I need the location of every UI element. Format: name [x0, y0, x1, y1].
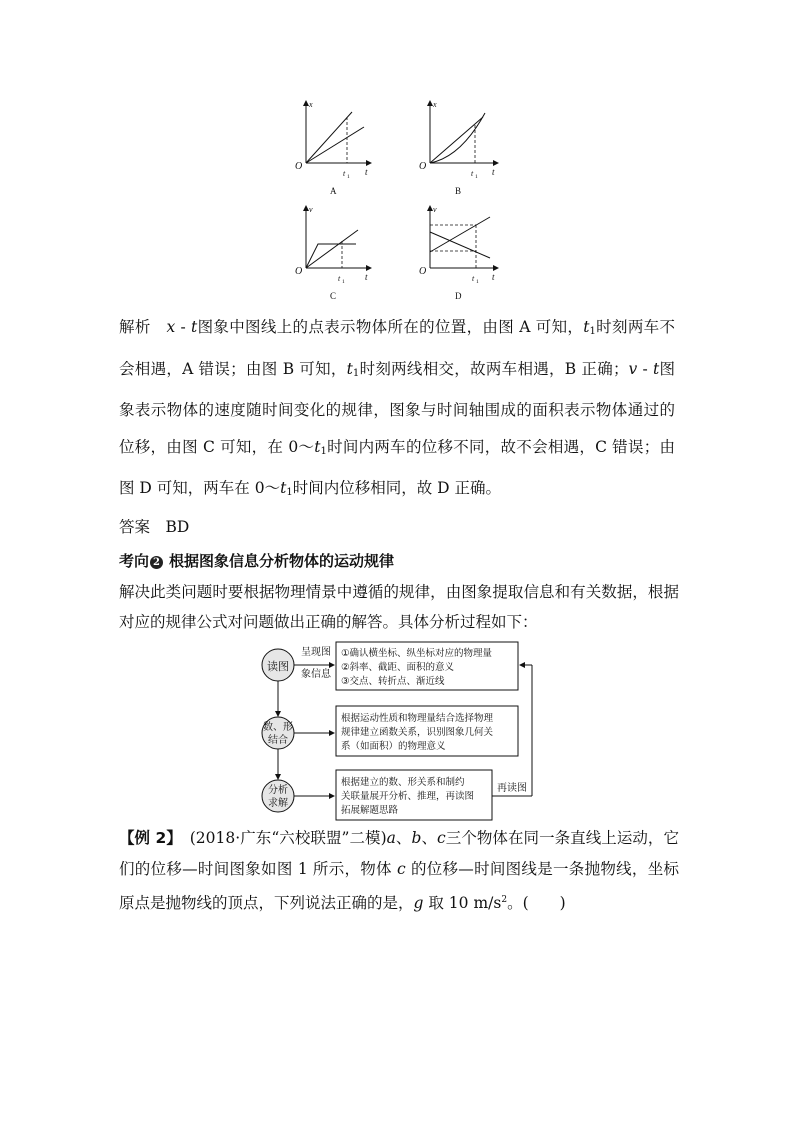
flow-side-label-2: 象信息 [301, 669, 331, 680]
graph-c-x-label: t [365, 272, 368, 282]
flowchart-svg [256, 636, 556, 822]
example-sep-1: 、 [395, 829, 412, 847]
graph-a-label: A [330, 186, 337, 196]
example-paragraph [119, 823, 679, 919]
graph-a [295, 100, 371, 196]
flow-node-combine-l2: 结合 [268, 735, 288, 746]
kaoxiang-title: 根据图象信息分析物体的运动规律 [169, 552, 395, 570]
graph-b-origin: O [419, 161, 427, 172]
graphs-svg [286, 95, 508, 307]
flow-box-1-line-3: ③交点、转折点、渐近线 [341, 676, 445, 687]
example-var-b: b [411, 829, 422, 847]
analysis-paragraph [119, 309, 675, 512]
flow-box-2-line-3: 系（如面积）的物理意义 [341, 741, 446, 752]
graph-b-tick-sub: 1 [475, 174, 478, 180]
flow-node-read-label: 读图 [267, 660, 289, 673]
flow-node-solve-l1: 分析 [268, 785, 288, 796]
graph-b-tick: t [471, 169, 474, 178]
analysis-text-6: 时间内位移相同，故 D 正确。 [292, 479, 501, 497]
graph-d-tick: t [472, 274, 475, 283]
flowchart [256, 636, 556, 822]
flow-node-solve-l2: 求解 [268, 798, 288, 809]
flow-box-1-line-1: ①确认横坐标、纵坐标对应的物理量 [341, 648, 493, 659]
analysis-text-1: 图象中图线上的点表示物体所在的位置，由图 A 可知， [197, 318, 584, 336]
kaoxiang-prefix: 考向 [119, 552, 150, 570]
flow-box-2-line-1: 根据运动性质和物理量结合选择物理 [341, 713, 494, 724]
graph-a-x-label: t [365, 167, 368, 177]
example-var-c2: c [397, 860, 406, 878]
graph-c-tick-sub: 1 [342, 279, 345, 285]
graph-d-label: D [455, 291, 462, 301]
flow-box-1-line-2: ②斜率、截距、面积的意义 [341, 662, 455, 673]
analysis-sub-1d: 1 [286, 487, 293, 498]
graph-a-y-label: x [309, 100, 313, 109]
kaoxiang-heading [119, 548, 394, 574]
graph-c-origin: O [295, 266, 303, 277]
analysis-text-4: 图象表示物体的速度随时间变化的规律，图象与时间轴围成的面积表示物体通过的位移，由图 C 可知，在 0～ [119, 359, 675, 456]
flow-box-3-line-1: 根据建立的数、形关系和制约 [341, 777, 465, 788]
example-text-4: 。( ) [507, 894, 566, 913]
analysis-sub-1c: 1 [320, 445, 327, 457]
graph-c [295, 205, 371, 301]
example-var-g: g [413, 894, 424, 913]
answer-value: BD [165, 518, 190, 536]
analysis-text-2: 时刻两车不会相遇，A 错误；由图 B 可知， [119, 318, 675, 378]
flow-reread-label: 再读图 [497, 783, 527, 794]
graph-a-origin: O [295, 161, 303, 172]
graph-b-y-label: x [433, 100, 437, 109]
flow-box-3-line-2: 关联量展开分析、推理，再读图 [341, 791, 475, 802]
intro-paragraph: 解决此类问题时要根据物理情景中遵循的规律，由图象提取信息和有关数据，根据对应的规律公式对问题做出正确的解答。具体分析过程如下： [119, 583, 679, 631]
analysis-dash: - [180, 318, 186, 336]
analysis-text-3: 时刻两线相交，故两车相遇，B 正确； [359, 359, 629, 378]
graph-b [419, 100, 498, 196]
analysis-sub-1b: 1 [352, 367, 360, 379]
graph-d-y-label: v [433, 205, 437, 214]
example-tag: 【例 2】 [119, 829, 175, 847]
graphs-figure [286, 95, 508, 307]
analysis-var-t: t [191, 318, 198, 336]
example-var-c: c [437, 829, 446, 847]
graph-c-tick: t [338, 274, 341, 283]
analysis-var-t1b: t [346, 359, 353, 378]
example-text-3: 取 10 m/s [423, 894, 502, 913]
graph-d-x-label: t [492, 272, 495, 282]
graph-d-origin: O [419, 266, 427, 277]
analysis-label: 解析 [119, 318, 151, 336]
analysis-var-t1d: t [280, 479, 287, 497]
analysis-var-t1a: t [583, 318, 590, 336]
answer-line [119, 512, 189, 542]
graph-a-tick: t [343, 169, 346, 178]
example-source: (2018·广东“六校联盟”二模) [189, 829, 387, 847]
graph-c-y-label: v [309, 205, 313, 214]
analysis-dash-2: - [642, 359, 648, 378]
graph-c-label: C [330, 291, 337, 301]
graph-b-label: B [455, 186, 462, 196]
example-sep-2: 、 [421, 829, 438, 847]
graph-d-tick-sub: 1 [476, 279, 479, 285]
kaoxiang-number-icon: 2 [150, 556, 163, 569]
analysis-var-t1c: t [314, 437, 321, 456]
example-sup: 2 [501, 895, 508, 905]
graph-a-tick-sub: 1 [347, 174, 350, 180]
example-text-1: 三个物体在同一条直线上运动，它们的位移—时间图象如图 1 所示，物体 [119, 829, 679, 878]
graph-d [419, 205, 498, 301]
flow-box-2-line-2: 规律建立函数关系，识别图象几何关 [341, 727, 494, 738]
flow-node-combine-l1: 数、形 [263, 722, 293, 733]
analysis-var-t2: t [652, 359, 660, 378]
flow-side-label-1: 呈现图 [301, 647, 331, 658]
graph-b-x-label: t [492, 167, 495, 177]
example-var-a: a [386, 829, 396, 847]
analysis-sub-1a: 1 [589, 326, 596, 337]
example-text-2: 的位移—时间图线是一条抛物线，坐标原点是抛物线的顶点，下列说法正确的是， [119, 860, 679, 913]
flow-box-3-line-3: 拓展解题思路 [341, 805, 399, 816]
answer-label: 答案 [119, 518, 151, 536]
analysis-var-v: v [628, 359, 638, 378]
analysis-var-x: x [166, 318, 176, 336]
analysis-text-5: 时间内两车的位移不同，故不会相遇，C 错误；由图 D 可知，两车在 0～ [119, 437, 675, 497]
